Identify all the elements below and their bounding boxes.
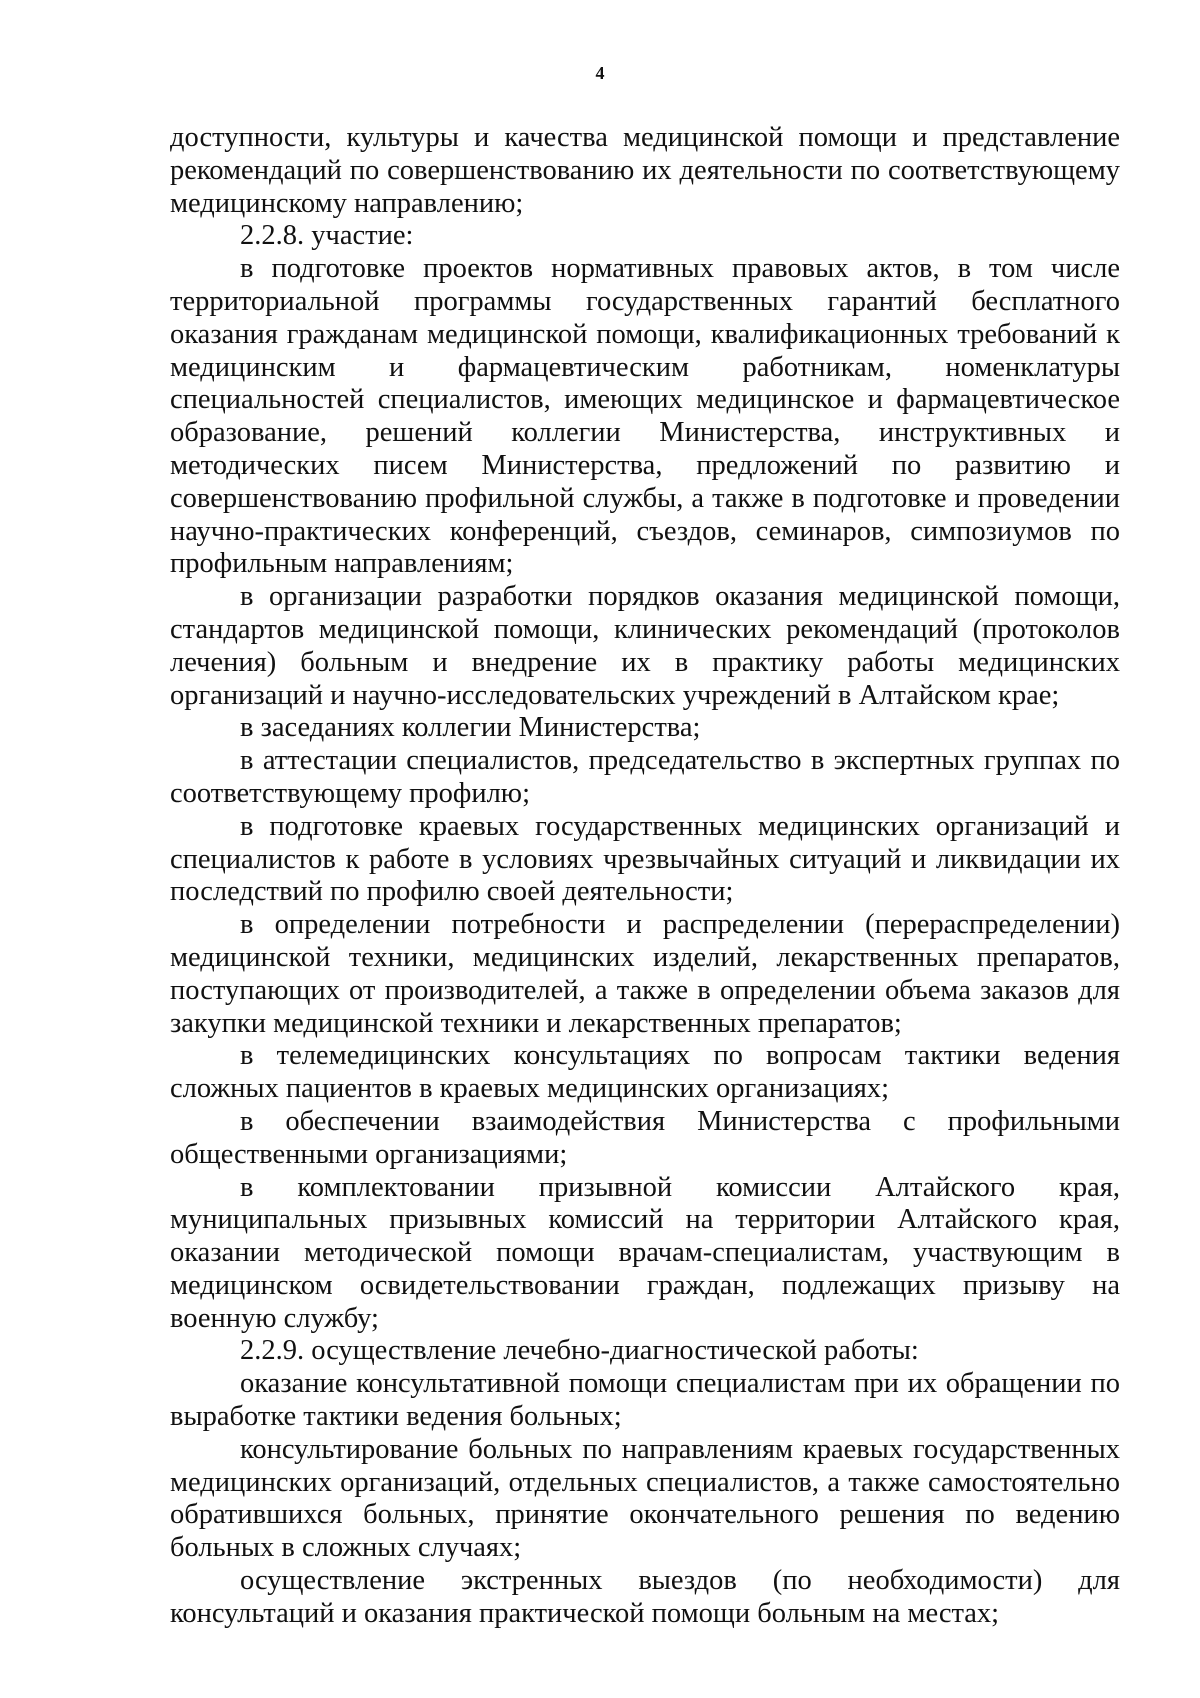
section-2-2-9-heading: 2.2.9. осуществление лечебно-диагностической работы:	[240, 1335, 919, 1367]
list-item-participation-public-orgs: в обеспечении взаимодействия Министерства с профильными общественными организациями;	[170, 1105, 1120, 1170]
list-item-participation-attestation: в аттестации специалистов, председательство в экспертных группах по соответствующему профилю;	[170, 745, 1120, 809]
list-item-consultative-help: оказание консультативной помощи специалистам при их обращении по выработке тактики ведения больных;	[170, 1368, 1120, 1433]
list-item-participation-collegium: в заседаниях коллегии Министерства;	[240, 712, 701, 744]
section-2-2-8-heading: 2.2.8. участие:	[240, 220, 414, 252]
list-item-patient-consulting: консультирование больных по направлениям краевых государственных медицинских организаций, отдельных специалистов, а также самостоятельно обратившихся больных, принятие окончательного решения по ведению больных в сложных случаях;	[170, 1433, 1120, 1564]
list-item-participation-draft-commission: в комплектовании призывной комиссии Алтайского края, муниципальных призывных комиссий на территории Алтайского края, оказании методической помощи врачам-специалистам, участвующим в медицинском освидетельствовании граждан, подлежащих призыву на военную службу;	[170, 1171, 1120, 1334]
document-body	[170, 122, 1120, 1631]
page-number: 4	[595, 63, 605, 83]
list-item-participation-emergency: в подготовке краевых государственных медицинских организаций и специалистов к работе в условиях чрезвычайных ситуаций и ликвидации их последствий по профилю своей деятельности;	[170, 810, 1120, 908]
list-item-participation-distribution: в определении потребности и распределении (перераспределении) медицинской техники, медицинских изделий, лекарственных препаратов, поступающих от производителей, а также в определении объема заказов для закупки медицинской техники и лекарственных препаратов;	[170, 909, 1120, 1039]
list-item-participation-standards: в организации разработки порядков оказания медицинской помощи, стандартов медицинской помощи, клинических рекомендаций (протоколов лечения) больным и внедрение их в практику работы медицинских организаций и научно-исследовательских учреждений в Алтайском крае;	[170, 581, 1120, 711]
list-item-emergency-visits: осуществление экстренных выездов (по необходимости) для консультаций и оказания практической помощи больным на местах;	[170, 1565, 1120, 1629]
list-item-participation-drafting: в подготовке проектов нормативных правовых актов, в том числе территориальной программы государственных гарантий бесплатного оказания гражданам медицинской помощи, квалификационных требований к медицинским и фармацевтическим работникам, номенклатуры специальностей специалистов, имеющих медицинское и фармацевтическое образование, решений коллегии Министерства, инструктивных и методических писем Министерства, предложений по развитию и совершенствованию профильной службы, а также в подготовке и проведении научно-практических конференций, съездов, семинаров, симпозиумов по профильным направлениям;	[170, 253, 1120, 580]
paragraph-continuation: доступности, культуры и качества медицинской помощи и представление рекомендаций по совершенствованию их деятельности по соответствующему медицинскому направлению;	[170, 122, 1120, 219]
list-item-participation-telemedicine: в телемедицинских консультациях по вопросам тактики ведения сложных пациентов в краевых медицинских организациях;	[170, 1040, 1120, 1105]
